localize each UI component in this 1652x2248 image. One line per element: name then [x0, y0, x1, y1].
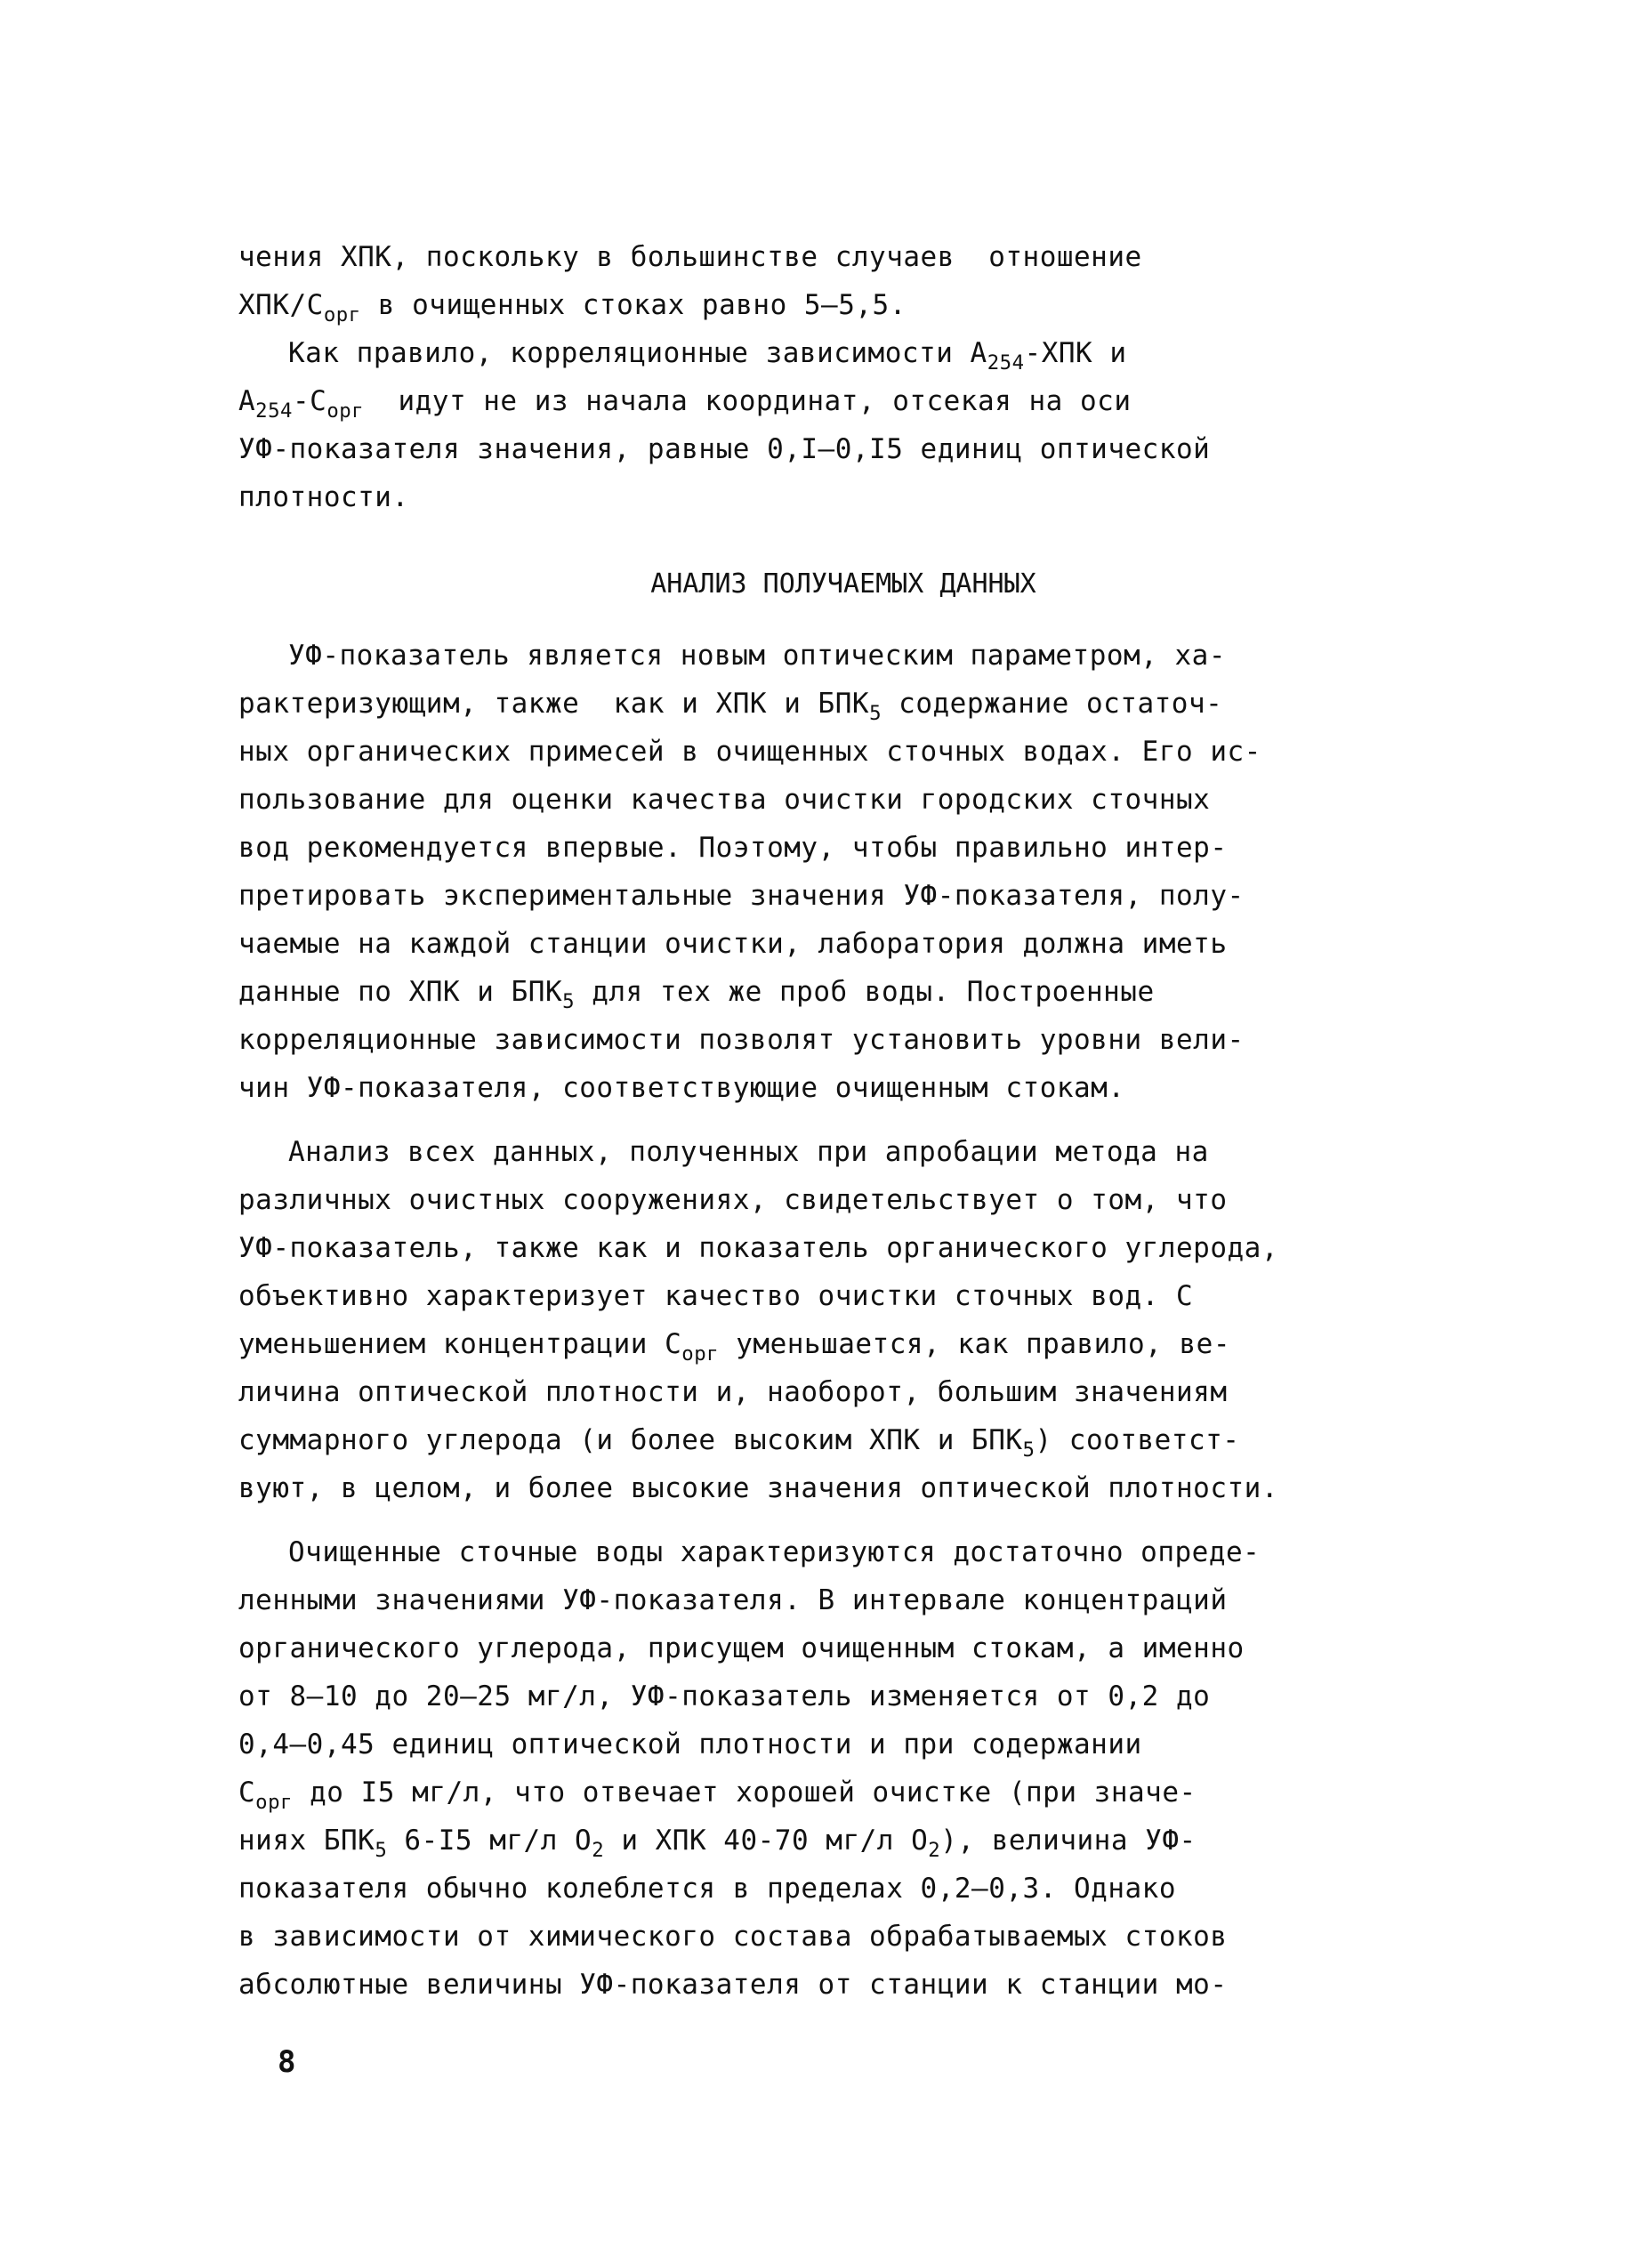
text-line: $А_{254}-С_{орг}$ идут не из начала координат, отсекая на оси [238, 385, 1132, 423]
text-line: чения ХПК, поскольку в большинстве случаев отношение [238, 241, 1142, 273]
text-line: $С_{орг}$ до I5 мг/л, что отвечает хорошей очистке (при значе- [238, 1777, 1197, 1814]
text-line: УФ-показателя значения, равные 0,I–0,I5 единиц оптической [238, 433, 1211, 465]
text-line: суммарного углерода (и более высоким ХПК и $БПК_5$) соответст- [238, 1424, 1240, 1462]
paragraph-4 [238, 1128, 1448, 1512]
text-line: ХПК/$С_{орг}$ в очищенных стоках равно 5–5,5. [238, 289, 907, 326]
text-line: в зависимости от химического состава обрабатываемых стоков [238, 1921, 1228, 1953]
paragraph-1 [238, 233, 1448, 329]
text-line: чаемые на каждой станции очистки, лаборатория должна иметь [238, 928, 1228, 960]
text-line: личина оптической плотности и, наоборот, большим значениям [238, 1376, 1228, 1408]
text-line: от 8–10 до 20–25 мг/л, УФ-показатель изменяется от 0,2 до [238, 1680, 1211, 1712]
text-line: показателя обычно колеблется в пределах 0,2–0,3. Однако [238, 1873, 1176, 1905]
text-line: уменьшением концентрации $С_{орг}$ уменьшается, как правило, ве- [238, 1328, 1230, 1366]
text-line: вуют, в целом, и более высокие значения оптической плотности. [238, 1472, 1278, 1504]
paragraph-3 [238, 632, 1448, 1112]
paragraph-5 [238, 1528, 1448, 2009]
text-line: корреляционные зависимости позволят установить уровни вели- [238, 1024, 1245, 1056]
section-heading: АНАЛИЗ ПОЛУЧАЕМЫХ ДАННЫХ [650, 568, 1036, 600]
text-line: органического углерода, присущем очищенным стокам, а именно [238, 1632, 1245, 1664]
text-line: абсолютные величины УФ-показателя от станции к станции мо- [238, 1969, 1228, 2001]
paragraph-2 [238, 329, 1448, 521]
text-line: Анализ всех данных, полученных при апробации метода на [288, 1136, 1209, 1168]
text-line: объективно характеризует качество очистки сточных вод. С [238, 1280, 1194, 1312]
text-line: 0,4–0,45 единиц оптической плотности и при содержании [238, 1728, 1142, 1761]
page-number: 8 [278, 2044, 296, 2080]
text-line: пользование для оценки качества очистки городских сточных [238, 784, 1211, 816]
text-line: УФ-показатель является новым оптическим параметром, ха- [288, 640, 1226, 672]
text-line: ных органических примесей в очищенных сточных водах. Его ис- [238, 736, 1261, 768]
text-line: УФ-показатель, также как и показатель органического углерода, [238, 1232, 1278, 1264]
text-line: различных очистных сооружениях, свидетельствует о том, что [238, 1184, 1228, 1216]
text-line: вод рекомендуется впервые. Поэтому, чтобы правильно интер- [238, 832, 1228, 864]
text-line: данные по ХПК и $БПК_5$ для тех же проб воды. Построенные [238, 976, 1155, 1013]
text-line: плотности. [238, 481, 409, 513]
text-line: Как правило, корреляционные зависимости $А_{254}$-ХПК и [288, 337, 1127, 375]
text-line: чин УФ-показателя, соответствующие очищенным стокам. [238, 1072, 1125, 1104]
text-line: Очищенные сточные воды характеризуются достаточно опреде- [288, 1536, 1261, 1568]
document-page [238, 233, 1448, 2009]
text-line: рактеризующим, также как и ХПК и $БПК_5$ содержание остаточ- [238, 688, 1223, 725]
text-line: претировать экспериментальные значения УФ-показателя, полу- [238, 880, 1245, 912]
text-line: ленными значениями УФ-показателя. В интервале концентраций [238, 1584, 1228, 1616]
text-line: ниях $БПК_5$ 6-I5 мг/л $О_2$ и ХПК 40-70 мг/л $О_2$), величина УФ- [238, 1825, 1197, 1862]
